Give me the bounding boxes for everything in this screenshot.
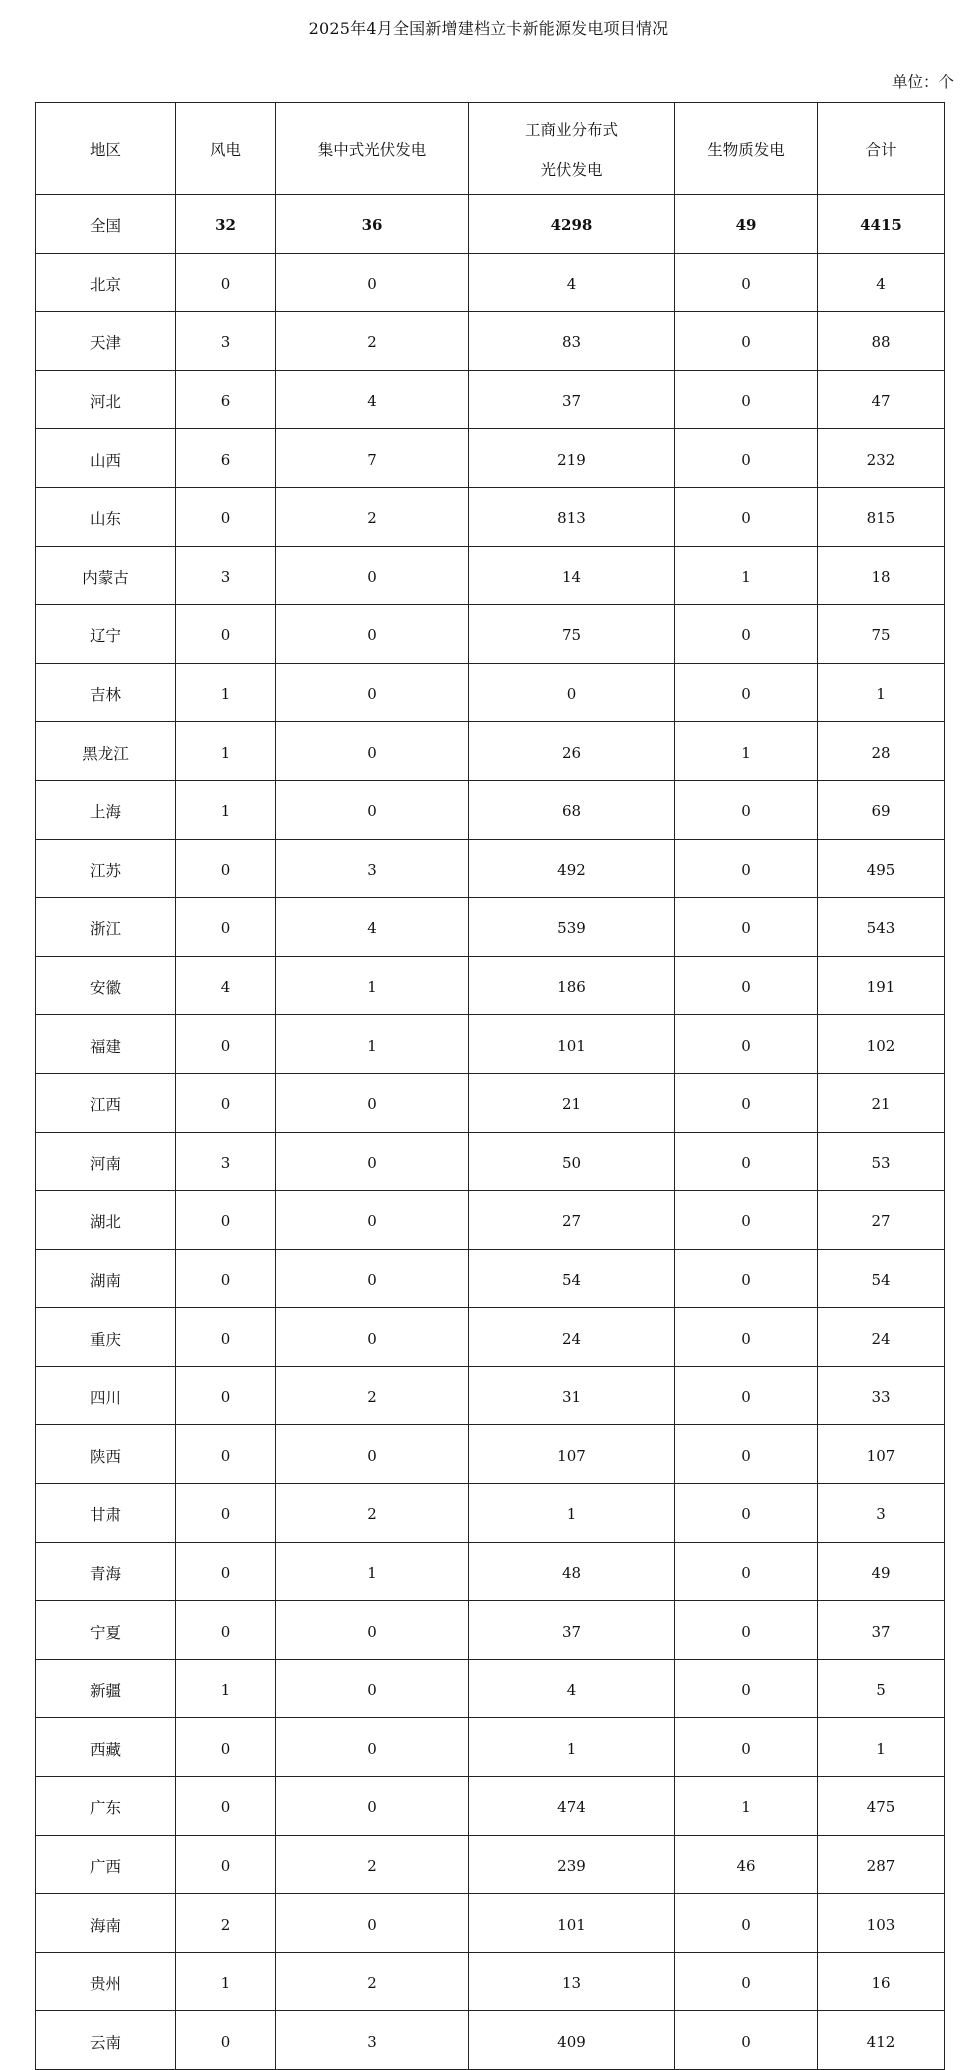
- table-row: [36, 780, 945, 839]
- table-row: [36, 1132, 945, 1191]
- cell-distributed-pv: 14: [469, 546, 675, 605]
- cell-region: 河南: [36, 1132, 176, 1191]
- cell-wind: 0: [176, 898, 276, 957]
- cell-distributed-pv: 101: [469, 1894, 675, 1953]
- cell-wind: 0: [176, 839, 276, 898]
- cell-total: 28: [818, 722, 945, 781]
- cell-total: 54: [818, 1249, 945, 1308]
- cell-total: 75: [818, 605, 945, 664]
- table-row: [36, 1718, 945, 1777]
- cell-region: 西藏: [36, 1718, 176, 1777]
- cell-wind: 2: [176, 1894, 276, 1953]
- cell-distributed-pv: 54: [469, 1249, 675, 1308]
- cell-total: 69: [818, 780, 945, 839]
- cell-region: 陕西: [36, 1425, 176, 1484]
- cell-wind: 0: [176, 1835, 276, 1894]
- cell-distributed-pv: 107: [469, 1425, 675, 1484]
- cell-distributed-pv: 101: [469, 1015, 675, 1074]
- cell-wind: 1: [176, 722, 276, 781]
- cell-centralized-pv: 2: [276, 1835, 469, 1894]
- cell-total: 475: [818, 1777, 945, 1836]
- cell-biomass: 0: [675, 1132, 818, 1191]
- cell-region: 海南: [36, 1894, 176, 1953]
- cell-biomass: 0: [675, 1249, 818, 1308]
- cell-total: 1: [818, 1718, 945, 1777]
- table-body: [36, 195, 945, 2070]
- cell-biomass: 0: [675, 1015, 818, 1074]
- cell-centralized-pv: 2: [276, 487, 469, 546]
- cell-centralized-pv: 2: [276, 312, 469, 371]
- cell-distributed-pv: 75: [469, 605, 675, 664]
- table-row: [36, 546, 945, 605]
- cell-wind: 3: [176, 1132, 276, 1191]
- cell-centralized-pv: 3: [276, 839, 469, 898]
- cell-wind: 6: [176, 429, 276, 488]
- table-row: [36, 605, 945, 664]
- cell-wind: 32: [176, 195, 276, 254]
- cell-distributed-pv: 1: [469, 1484, 675, 1543]
- projects-table: [35, 102, 945, 2070]
- cell-biomass: 0: [675, 1659, 818, 1718]
- cell-total: 53: [818, 1132, 945, 1191]
- cell-wind: 0: [176, 1015, 276, 1074]
- cell-biomass: 0: [675, 898, 818, 957]
- cell-region: 四川: [36, 1366, 176, 1425]
- cell-centralized-pv: 0: [276, 1894, 469, 1953]
- cell-region: 湖南: [36, 1249, 176, 1308]
- cell-total: 3: [818, 1484, 945, 1543]
- cell-total: 88: [818, 312, 945, 371]
- cell-region: 辽宁: [36, 605, 176, 664]
- table-row: [36, 1484, 945, 1543]
- page-title: 2025年4月全国新增建档立卡新能源发电项目情况: [308, 19, 669, 38]
- cell-total: 103: [818, 1894, 945, 1953]
- cell-biomass: 0: [675, 1542, 818, 1601]
- cell-distributed-pv: 1: [469, 1718, 675, 1777]
- cell-region: 山西: [36, 429, 176, 488]
- cell-region: 云南: [36, 2011, 176, 2070]
- cell-distributed-pv: 4: [469, 1659, 675, 1718]
- cell-centralized-pv: 0: [276, 253, 469, 312]
- table-row: [36, 1542, 945, 1601]
- cell-total: 37: [818, 1601, 945, 1660]
- cell-centralized-pv: 0: [276, 546, 469, 605]
- cell-distributed-pv: 37: [469, 370, 675, 429]
- header-total: 合计: [818, 103, 945, 195]
- table-row: [36, 1425, 945, 1484]
- cell-region: 湖北: [36, 1191, 176, 1250]
- cell-region: 山东: [36, 487, 176, 546]
- cell-distributed-pv: 21: [469, 1073, 675, 1132]
- cell-biomass: 0: [675, 780, 818, 839]
- cell-biomass: 0: [675, 1894, 818, 1953]
- cell-total: 5: [818, 1659, 945, 1718]
- cell-total: 815: [818, 487, 945, 546]
- cell-centralized-pv: 4: [276, 898, 469, 957]
- cell-biomass: 0: [675, 839, 818, 898]
- cell-wind: 0: [176, 1484, 276, 1543]
- cell-distributed-pv: 813: [469, 487, 675, 546]
- cell-wind: 0: [176, 1777, 276, 1836]
- cell-region: 安徽: [36, 956, 176, 1015]
- cell-total: 543: [818, 898, 945, 957]
- table-row: [36, 312, 945, 371]
- cell-centralized-pv: 7: [276, 429, 469, 488]
- cell-region: 内蒙古: [36, 546, 176, 605]
- cell-total: 33: [818, 1366, 945, 1425]
- cell-biomass: 0: [675, 312, 818, 371]
- cell-wind: 1: [176, 780, 276, 839]
- cell-region: 甘肃: [36, 1484, 176, 1543]
- table-row: [36, 663, 945, 722]
- cell-total: 1: [818, 663, 945, 722]
- cell-wind: 6: [176, 370, 276, 429]
- cell-wind: 1: [176, 663, 276, 722]
- cell-region: 广东: [36, 1777, 176, 1836]
- header-biomass: 生物质发电: [675, 103, 818, 195]
- table-row: [36, 1366, 945, 1425]
- cell-distributed-pv: 539: [469, 898, 675, 957]
- table-row: [36, 1601, 945, 1660]
- cell-total: 27: [818, 1191, 945, 1250]
- header-distributed-pv-line1: 工商业分布式: [524, 120, 618, 139]
- cell-region: 北京: [36, 253, 176, 312]
- table-row: [36, 487, 945, 546]
- table-row: [36, 253, 945, 312]
- cell-centralized-pv: 0: [276, 1777, 469, 1836]
- cell-distributed-pv: 492: [469, 839, 675, 898]
- cell-biomass: 0: [675, 1425, 818, 1484]
- cell-region: 上海: [36, 780, 176, 839]
- table-row-total: [36, 195, 945, 254]
- cell-wind: 0: [176, 487, 276, 546]
- cell-centralized-pv: 0: [276, 1601, 469, 1660]
- cell-biomass: 0: [675, 1191, 818, 1250]
- header-distributed-pv-line2: 光伏发电: [540, 160, 603, 179]
- cell-wind: 0: [176, 1425, 276, 1484]
- cell-total: 107: [818, 1425, 945, 1484]
- cell-centralized-pv: 0: [276, 722, 469, 781]
- cell-centralized-pv: 2: [276, 1484, 469, 1543]
- cell-centralized-pv: 4: [276, 370, 469, 429]
- cell-distributed-pv: 50: [469, 1132, 675, 1191]
- cell-region: 黑龙江: [36, 722, 176, 781]
- cell-region: 江西: [36, 1073, 176, 1132]
- table-row: [36, 1952, 945, 2011]
- cell-wind: 0: [176, 1308, 276, 1367]
- cell-wind: 0: [176, 1249, 276, 1308]
- cell-distributed-pv: 24: [469, 1308, 675, 1367]
- table-row: [36, 1659, 945, 1718]
- cell-total: 49: [818, 1542, 945, 1601]
- table-row: [36, 1835, 945, 1894]
- cell-centralized-pv: 0: [276, 1308, 469, 1367]
- cell-wind: 4: [176, 956, 276, 1015]
- cell-biomass: 1: [675, 1777, 818, 1836]
- cell-biomass: 0: [675, 1366, 818, 1425]
- cell-biomass: 0: [675, 1484, 818, 1543]
- cell-biomass: 0: [675, 487, 818, 546]
- cell-wind: 0: [176, 1191, 276, 1250]
- table-row: [36, 956, 945, 1015]
- cell-region: 广西: [36, 1835, 176, 1894]
- cell-region: 宁夏: [36, 1601, 176, 1660]
- cell-region: 重庆: [36, 1308, 176, 1367]
- cell-region: 福建: [36, 1015, 176, 1074]
- cell-centralized-pv: 0: [276, 1659, 469, 1718]
- cell-total: 47: [818, 370, 945, 429]
- table-row: [36, 370, 945, 429]
- header-region: 地区: [36, 103, 176, 195]
- cell-distributed-pv: 474: [469, 1777, 675, 1836]
- cell-biomass: 0: [675, 956, 818, 1015]
- cell-distributed-pv: 4298: [469, 195, 675, 254]
- cell-biomass: 1: [675, 546, 818, 605]
- cell-centralized-pv: 0: [276, 780, 469, 839]
- cell-region: 浙江: [36, 898, 176, 957]
- table-row: [36, 722, 945, 781]
- cell-biomass: 0: [675, 1073, 818, 1132]
- table-row: [36, 1894, 945, 1953]
- cell-distributed-pv: 409: [469, 2011, 675, 2070]
- cell-biomass: 0: [675, 1952, 818, 2011]
- cell-total: 24: [818, 1308, 945, 1367]
- cell-distributed-pv: 4: [469, 253, 675, 312]
- cell-distributed-pv: 37: [469, 1601, 675, 1660]
- cell-total: 18: [818, 546, 945, 605]
- cell-distributed-pv: 27: [469, 1191, 675, 1250]
- cell-wind: 3: [176, 312, 276, 371]
- table-row: [36, 1777, 945, 1836]
- cell-distributed-pv: 13: [469, 1952, 675, 2011]
- cell-total: 4: [818, 253, 945, 312]
- cell-wind: 0: [176, 605, 276, 664]
- cell-centralized-pv: 2: [276, 1952, 469, 2011]
- cell-biomass: 0: [675, 370, 818, 429]
- cell-distributed-pv: 68: [469, 780, 675, 839]
- cell-total: 412: [818, 2011, 945, 2070]
- cell-wind: 0: [176, 1542, 276, 1601]
- cell-biomass: 0: [675, 1718, 818, 1777]
- cell-wind: 1: [176, 1659, 276, 1718]
- table-row: [36, 1073, 945, 1132]
- cell-centralized-pv: 36: [276, 195, 469, 254]
- cell-distributed-pv: 31: [469, 1366, 675, 1425]
- unit-label: 单位：个: [891, 73, 954, 91]
- cell-centralized-pv: 0: [276, 1132, 469, 1191]
- cell-centralized-pv: 0: [276, 1718, 469, 1777]
- table-row: [36, 898, 945, 957]
- cell-centralized-pv: 0: [276, 1073, 469, 1132]
- table-row: [36, 429, 945, 488]
- cell-wind: 1: [176, 1952, 276, 2011]
- cell-biomass: 49: [675, 195, 818, 254]
- cell-total: 495: [818, 839, 945, 898]
- header-centralized-pv: 集中式光伏发电: [276, 103, 469, 195]
- cell-centralized-pv: 0: [276, 1191, 469, 1250]
- cell-distributed-pv: 186: [469, 956, 675, 1015]
- cell-centralized-pv: 0: [276, 663, 469, 722]
- cell-region: 河北: [36, 370, 176, 429]
- table-row: [36, 1308, 945, 1367]
- header-wind: 风电: [176, 103, 276, 195]
- cell-total: 21: [818, 1073, 945, 1132]
- cell-biomass: 0: [675, 2011, 818, 2070]
- cell-distributed-pv: 48: [469, 1542, 675, 1601]
- cell-region: 吉林: [36, 663, 176, 722]
- cell-wind: 0: [176, 253, 276, 312]
- cell-biomass: 0: [675, 429, 818, 488]
- cell-centralized-pv: 0: [276, 1249, 469, 1308]
- cell-biomass: 0: [675, 1601, 818, 1660]
- header-distributed-pv: [469, 103, 675, 195]
- cell-total: 287: [818, 1835, 945, 1894]
- cell-centralized-pv: 0: [276, 605, 469, 664]
- cell-total: 4415: [818, 195, 945, 254]
- cell-wind: 0: [176, 1601, 276, 1660]
- cell-total: 16: [818, 1952, 945, 2011]
- cell-distributed-pv: 0: [469, 663, 675, 722]
- cell-wind: 0: [176, 2011, 276, 2070]
- cell-distributed-pv: 239: [469, 1835, 675, 1894]
- cell-distributed-pv: 26: [469, 722, 675, 781]
- cell-centralized-pv: 1: [276, 1015, 469, 1074]
- cell-distributed-pv: 219: [469, 429, 675, 488]
- cell-centralized-pv: 2: [276, 1366, 469, 1425]
- cell-biomass: 0: [675, 605, 818, 664]
- cell-centralized-pv: 3: [276, 2011, 469, 2070]
- cell-region: 江苏: [36, 839, 176, 898]
- cell-total: 191: [818, 956, 945, 1015]
- cell-region: 全国: [36, 195, 176, 254]
- table-header-row: [36, 103, 945, 195]
- cell-region: 新疆: [36, 1659, 176, 1718]
- cell-region: 青海: [36, 1542, 176, 1601]
- table-row: [36, 1249, 945, 1308]
- cell-distributed-pv: 83: [469, 312, 675, 371]
- cell-centralized-pv: 1: [276, 956, 469, 1015]
- cell-region: 贵州: [36, 1952, 176, 2011]
- cell-biomass: 0: [675, 253, 818, 312]
- table-row: [36, 1015, 945, 1074]
- cell-wind: 0: [176, 1718, 276, 1777]
- cell-biomass: 46: [675, 1835, 818, 1894]
- table-row: [36, 839, 945, 898]
- cell-total: 232: [818, 429, 945, 488]
- cell-centralized-pv: 0: [276, 1425, 469, 1484]
- table-row: [36, 1191, 945, 1250]
- cell-wind: 0: [176, 1073, 276, 1132]
- cell-total: 102: [818, 1015, 945, 1074]
- cell-biomass: 0: [675, 1308, 818, 1367]
- cell-wind: 3: [176, 546, 276, 605]
- cell-biomass: 1: [675, 722, 818, 781]
- cell-biomass: 0: [675, 663, 818, 722]
- cell-wind: 0: [176, 1366, 276, 1425]
- cell-centralized-pv: 1: [276, 1542, 469, 1601]
- cell-region: 天津: [36, 312, 176, 371]
